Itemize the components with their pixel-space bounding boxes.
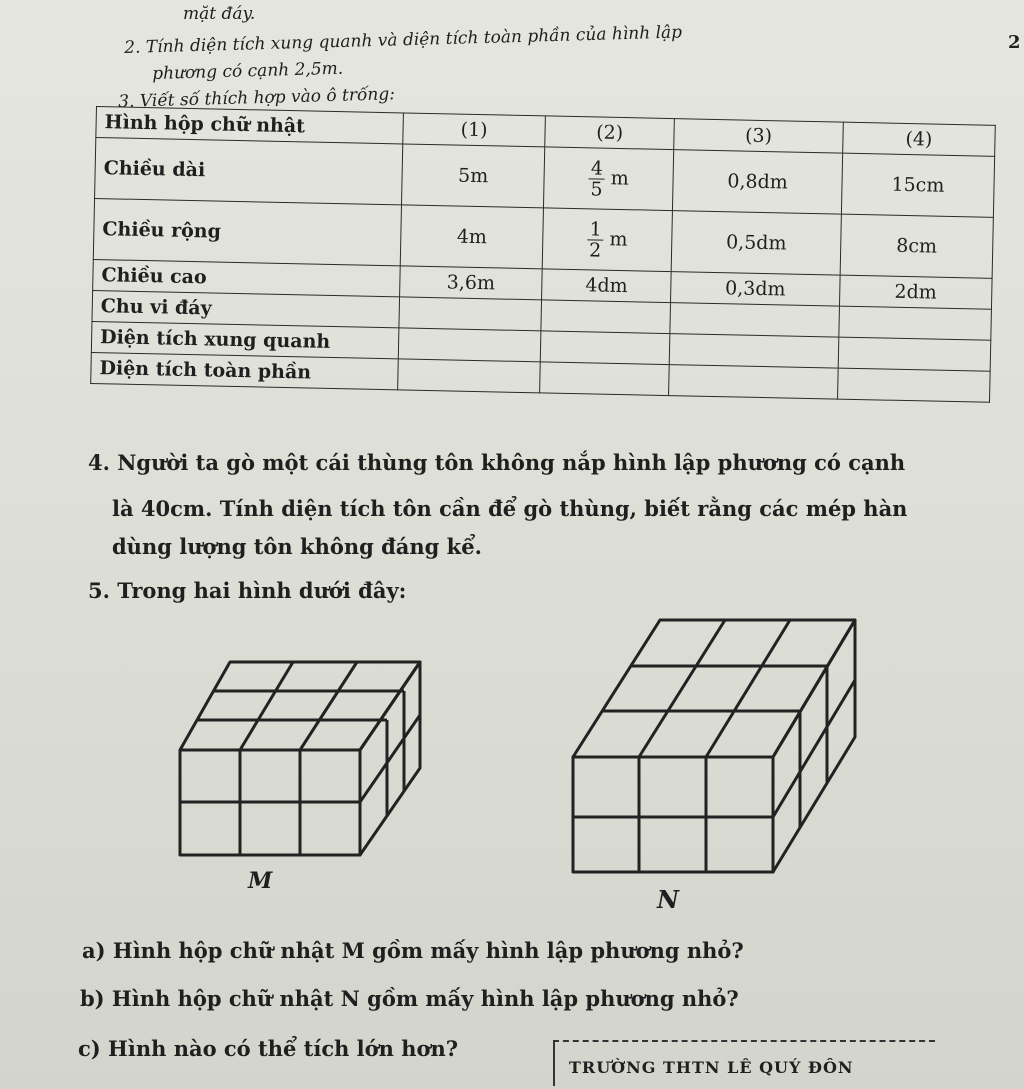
row-label: Diện tích xung quanh	[91, 321, 399, 358]
fraction	[588, 158, 605, 199]
exercise-5-title: 5. Trong hai hình dưới đây:	[88, 578, 407, 603]
exercise-4-line3: dùng lượng tôn không đáng kể.	[112, 534, 482, 559]
table-cell: 3,6m	[400, 266, 543, 300]
table-cell	[398, 359, 541, 393]
header-col-1: (1)	[403, 113, 546, 147]
fraction-numerator: 1	[589, 217, 602, 241]
table-cell	[540, 362, 670, 396]
row-label: Chiều rộng	[93, 198, 401, 265]
box-figure-m	[170, 650, 430, 860]
row-label: Chiều dài	[95, 138, 403, 205]
table-cell	[542, 208, 672, 272]
table-cell	[669, 334, 838, 369]
box-figure-n	[565, 612, 865, 877]
table-cell: 0,5dm	[671, 211, 841, 276]
school-stamp	[553, 1040, 935, 1086]
fraction-unit: m	[610, 166, 630, 190]
table-cell	[399, 297, 542, 331]
header-col-4: (4)	[843, 122, 996, 156]
row-label: Diện tích toàn phần	[91, 352, 399, 389]
header-col-2: (2)	[545, 116, 675, 150]
figure-m-label: M	[248, 868, 273, 894]
table-cell: 0,3dm	[671, 272, 840, 307]
top-line: mặt đáy.	[183, 4, 256, 24]
table-cell	[837, 368, 990, 402]
row-label: Chu vi đáy	[92, 290, 400, 327]
question-b: b) Hình hộp chữ nhật N gồm mấy hình lập phương nhỏ?	[80, 986, 739, 1011]
exercise-3-title: 3. Viết số thích hợp vào ô trống:	[118, 84, 396, 112]
question-c: c) Hình nào có thể tích lớn hơn?	[78, 1036, 459, 1061]
dimension-table	[90, 106, 996, 403]
fraction	[587, 219, 604, 260]
table-cell	[670, 303, 839, 338]
exercise-4-line1: 4. Người ta gò một cái thùng tôn không nắp hình lập phương có cạnh	[88, 450, 906, 475]
fraction-denominator: 5	[590, 177, 603, 201]
table-cell: 4dm	[542, 269, 672, 303]
header-col-3: (3)	[674, 119, 843, 154]
question-a: a) Hình hộp chữ nhật M gồm mấy hình lập phương nhỏ?	[82, 938, 744, 963]
table-cell: 2dm	[839, 275, 992, 309]
exercise-4-line2: là 40cm. Tính diện tích tôn cần để gò thùng, biết rằng các mép hàn	[112, 496, 908, 521]
row-label: Chiều cao	[93, 259, 401, 296]
table-cell	[839, 306, 992, 340]
exercise-2-line1: 2. Tính diện tích xung quanh và diện tích toàn phần của hình lập	[124, 22, 683, 58]
table-cell: 5m	[401, 144, 544, 208]
figure-n-label: N	[657, 885, 679, 914]
table-cell	[541, 300, 671, 334]
table-cell: 8cm	[840, 214, 993, 278]
fraction-unit: m	[609, 227, 628, 251]
fraction-denominator: 2	[588, 238, 602, 262]
table-cell	[540, 331, 670, 365]
table-cell: 0,8dm	[673, 150, 843, 215]
exercise-2-line2: phương có cạnh 2,5m.	[152, 58, 344, 84]
table-cell	[544, 147, 674, 211]
table-cell: 4m	[400, 205, 543, 269]
table-cell	[669, 365, 838, 400]
table-cell	[838, 337, 991, 371]
stamp-text: TRƯỜNG THTN LÊ QUÝ ĐÔN	[569, 1058, 854, 1077]
fraction-numerator: 4	[590, 156, 604, 180]
header-label: Hình hộp chữ nhật	[96, 107, 404, 144]
table-cell: 15cm	[841, 153, 994, 217]
margin-number: 2	[1008, 32, 1021, 53]
table-cell	[398, 328, 541, 362]
